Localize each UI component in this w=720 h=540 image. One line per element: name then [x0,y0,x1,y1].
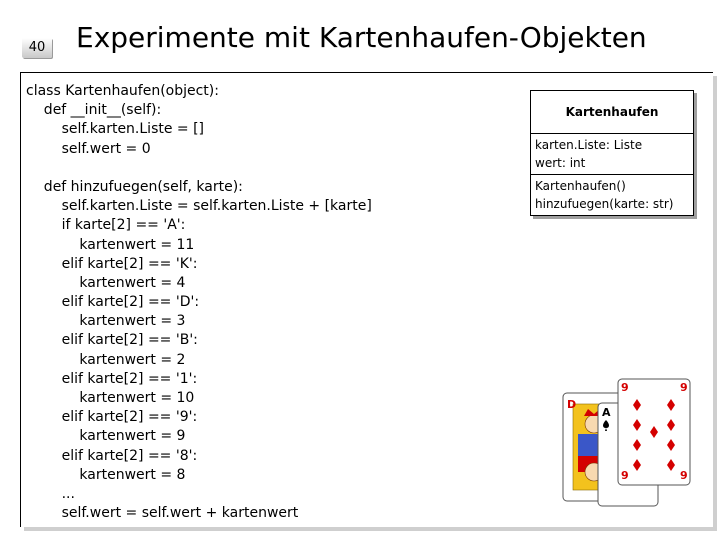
code-line: kartenwert = 10 [26,390,195,406]
uml-attribute: wert: int [535,156,586,170]
code-line: elif karte[2] == 'B': [26,332,198,349]
code-line: elif karte[2] == '9': [26,409,198,426]
uml-method: hinzufuegen(karte: str) [535,197,674,211]
uml-methods [531,175,693,215]
code-line: elif karte[2] == 'K': [26,255,198,272]
code-line: self.wert = self.wert + kartenwert [26,505,299,522]
uml-attributes [531,134,693,175]
code-line: elif karte[2] == 'D': [26,294,200,311]
code-line: class Kartenhaufen(object): [26,83,219,99]
code-line: elif karte[2] == '1': [26,370,198,387]
code-line: def __init__(self): [26,102,162,119]
nine-rank-bottom: 9 [621,469,629,482]
uml-method: Kartenhaufen() [535,179,626,193]
code-line: self.karten.Liste = self.karten.Liste + [karte] [26,198,372,215]
code-line: self.wert = 0 [26,140,151,157]
code-line: if karte[2] == 'A': [26,217,186,234]
uml-class-name: Kartenhaufen [531,91,693,134]
code-line: elif karte[2] == '8': [26,447,198,464]
code-block [26,82,372,523]
code-line [26,159,372,178]
code-line: kartenwert = 4 [26,274,186,291]
page-number: 40 [22,38,52,58]
nine-rank-top: 9 [621,381,629,394]
nine-card [618,379,690,485]
nine-rank-bottom-right: 9 [680,469,688,482]
code-line: kartenwert = 2 [26,351,186,368]
code-line: ... [26,485,75,502]
ace-rank: A [602,406,611,419]
nine-rank-top-right: 9 [680,381,688,394]
code-line: kartenwert = 8 [26,466,186,483]
playing-cards-illustration [560,376,700,510]
queen-rank-top: D [567,398,577,411]
code-line: kartenwert = 9 [26,428,186,445]
uml-attribute: karten.Liste: Liste [535,138,643,152]
code-line: kartenwert = 3 [26,313,186,330]
code-line: kartenwert = 11 [26,236,195,253]
code-line: self.karten.Liste = [] [26,121,205,138]
slide-title: Experimente mit Kartenhaufen-Objekten [76,21,647,54]
uml-class-diagram [530,90,694,216]
code-line: def hinzufuegen(self, karte): [26,178,243,195]
